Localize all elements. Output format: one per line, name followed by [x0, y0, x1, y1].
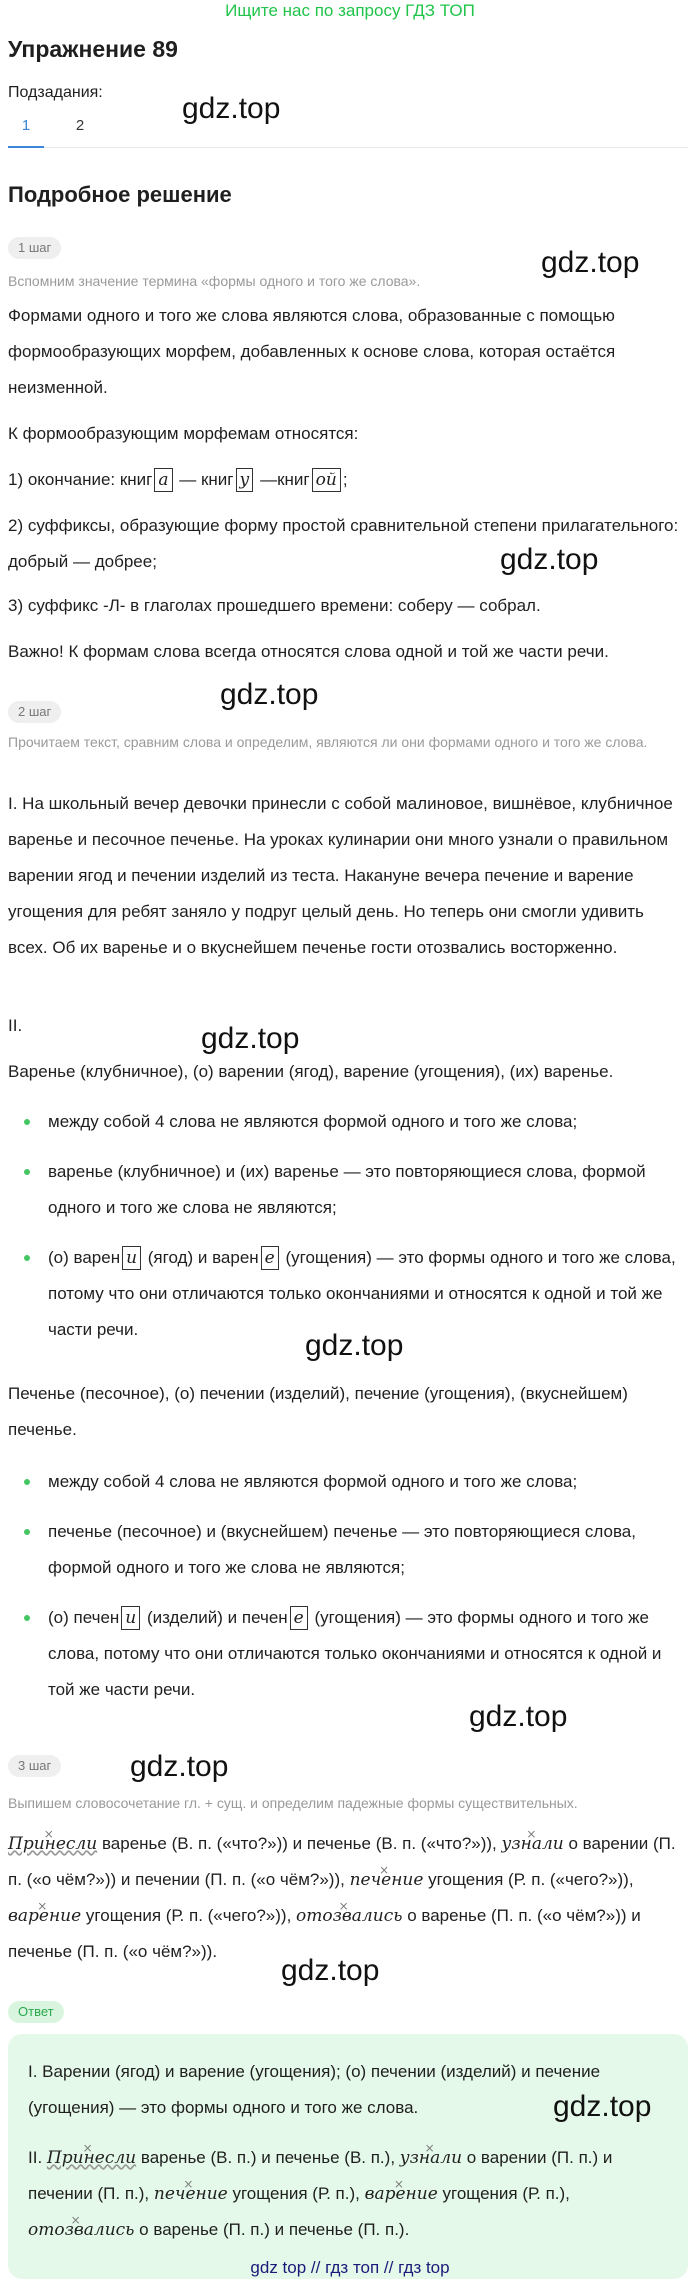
tab-subtask-1[interactable]: 1	[8, 114, 44, 144]
list-item	[8, 1600, 688, 1708]
text: варенье (В. п. («что?»)) и печенье (В. п. («что?»)),	[97, 1834, 502, 1853]
watermark: gdz.top	[305, 1329, 404, 1362]
ending-box: у	[236, 468, 254, 492]
tabs-track	[8, 147, 688, 148]
text: о варенье (П. п. («о чём?»)) и печенье (П. п. («о чём?»)).	[8, 1906, 641, 1961]
footer-links[interactable]: gdz top // гдз топ // гдз top	[250, 2258, 450, 2277]
answer-line	[28, 2140, 668, 2248]
analysis-list	[8, 1464, 688, 1722]
text: II.	[28, 2148, 47, 2167]
text: угощения (Р. п.),	[227, 2184, 365, 2203]
watermark: gdz.top	[130, 1750, 229, 1783]
answer-box	[8, 2034, 688, 2279]
noun: × печение	[154, 2184, 228, 2204]
text: (о) варен	[48, 1248, 121, 1267]
step-badge: 3 шаг	[8, 1755, 61, 1777]
text: угощения (Р. п. («чего?»)),	[81, 1906, 297, 1925]
noun: × печение	[350, 1870, 424, 1890]
source-text: I. На школьный вечер девочки принесли с собой малиновое, вишнёвое, клубничное варенье и песочное печенье. На уроках кулинарии они много узнали о правильном варении ягод и печении изделий из теста. Накануне вечера печение и варение угощения для ребят заняло у подруг целый день. Но теперь они смогли удивить всех. Об их варенье и о вкуснейшем печенье гости отозвались восторженно.	[8, 794, 673, 957]
ending-box: и	[121, 1606, 140, 1630]
text: варенье (В. п.) и печенье (В. п.),	[136, 2148, 400, 2167]
watermark: gdz.top	[500, 543, 599, 576]
text: 1) окончание: книг	[8, 470, 153, 489]
text: (угощения) — это формы одного и того же слова, потому что они отличаются только окончаниями и относятся к одной и той же части речи.	[48, 1248, 676, 1339]
solution-title: Подробное решение	[8, 182, 232, 207]
verb: × Принесли	[8, 1834, 97, 1854]
watermark: gdz.top	[201, 1022, 300, 1055]
verb: × узнали	[502, 1834, 564, 1854]
list-item	[8, 1240, 688, 1348]
page-title: Упражнение 89	[8, 36, 178, 62]
top-banner[interactable]: Ищите нас по запросу ГДЗ ТОП	[225, 1, 475, 20]
paragraph: II.	[8, 1016, 23, 1035]
noun: × варение	[365, 2184, 438, 2204]
step-note: Вспомним значение термина «формы одного и того же слова».	[8, 273, 421, 289]
text: угощения (Р. п. («чего?»)),	[423, 1870, 634, 1889]
paragraph: Формами одного и того же слова являются слова, образованные с помощью формообразующих морфем, добавленных к основе слова, которая остаётся неизменной.	[8, 306, 616, 397]
paragraph: К формообразующим морфемам относятся:	[8, 424, 359, 443]
text: (о) печен	[48, 1608, 120, 1627]
noun: × варение	[8, 1906, 81, 1926]
verb: × отозвались	[296, 1906, 402, 1926]
verb: × Принесли	[47, 2148, 136, 2168]
step-note: Прочитаем текст, сравним слова и определим, являются ли они формами одного и того же слова.	[8, 734, 648, 750]
text: о варении (П. п.) и печении (П. п.),	[28, 2148, 613, 2203]
text: (угощения) — это формы одного и того же слова, потому что они отличаются только окончаниями и относятся к одной и той же части речи.	[48, 1608, 662, 1699]
text: — книг	[174, 470, 234, 489]
list-item: между собой 4 слова не являются формой одного и того же слова;	[8, 1464, 688, 1500]
list-item: варенье (клубничное) и (их) варенье — это повторяющиеся слова, формой одного и того же слова не являются;	[8, 1154, 688, 1226]
text: о варении (П. п. («о чём?»)) и печении (П. п. («о чём?»)),	[8, 1834, 676, 1889]
analysis-list	[8, 1104, 688, 1362]
subtasks-label: Подзадания:	[8, 84, 103, 101]
text: о варенье (П. п.) и печенье (П. п.).	[134, 2220, 410, 2239]
text: ;	[342, 470, 348, 489]
answer-badge: Ответ	[8, 2001, 64, 2023]
ending-box: а	[154, 468, 172, 492]
watermark: gdz.top	[469, 1700, 568, 1733]
ending-box: е	[290, 1606, 308, 1630]
answer-line: I. Варении (ягод) и варение (угощения); (о) печении (изделий) и печение (угощения) — это формы одного и того же слова.	[28, 2062, 601, 2117]
morpheme-item-l-suffix: 3) суффикс -Л- в глаголах прошедшего времени: соберу — собрал.	[8, 596, 541, 615]
paragraph: Печенье (песочное), (о) печении (изделий), печение (угощения), (вкуснейшем) печенье.	[8, 1384, 628, 1439]
step-badge: 2 шаг	[8, 701, 61, 723]
watermark: gdz.top	[541, 246, 640, 279]
ending-box: ой	[312, 468, 341, 492]
phrase-analysis	[8, 1826, 688, 1970]
watermark: gdz.top	[220, 678, 319, 711]
list-item: между собой 4 слова не являются формой одного и того же слова;	[8, 1104, 688, 1140]
verb: × узнали	[400, 2148, 462, 2168]
morpheme-item-suffix: 2) суффиксы, образующие форму простой сравнительной степени прилагательного: добрый — добрее;	[8, 516, 679, 571]
important-note: Важно! К формам слова всегда относятся слова одной и той же части речи.	[8, 642, 609, 661]
watermark: gdz.top	[553, 2090, 652, 2123]
watermark: gdz.top	[281, 1954, 380, 1987]
paragraph: Варенье (клубничное), (о) варении (ягод), варение (угощения), (их) варенье.	[8, 1062, 614, 1081]
text: (изделий) и печен	[142, 1608, 288, 1627]
text: —книг	[255, 470, 310, 489]
ending-box: и	[122, 1246, 141, 1270]
step-badge: 1 шаг	[8, 237, 61, 259]
text: (ягод) и варен	[143, 1248, 259, 1267]
list-item: печенье (песочное) и (вкуснейшем) печенье — это повторяющиеся слова, формой одного и того же слова не являются;	[8, 1514, 688, 1586]
text: угощения (Р. п.),	[437, 2184, 570, 2203]
watermark: gdz.top	[182, 92, 281, 125]
verb: × отозвались	[28, 2220, 134, 2240]
tab-subtask-2[interactable]: 2	[75, 117, 85, 134]
ending-box: е	[261, 1246, 279, 1270]
subtask-tabs	[8, 114, 688, 148]
step-note: Выпишем словосочетание гл. + сущ. и определим падежные формы существительных.	[8, 1795, 578, 1811]
morpheme-item-ending	[8, 462, 688, 498]
